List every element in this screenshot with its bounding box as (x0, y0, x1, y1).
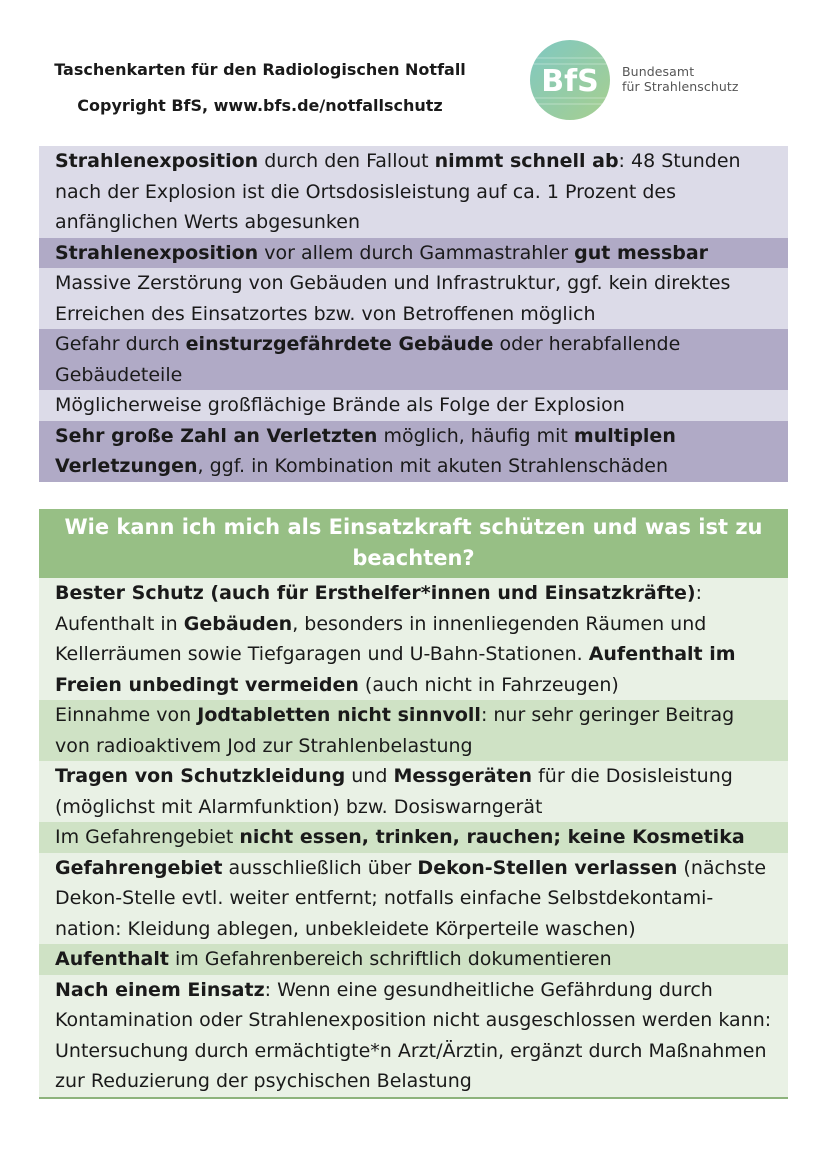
text: , ggf. in Kombination mit akuten Strahlenschäden (197, 455, 669, 477)
text: Einnahme von (55, 704, 198, 726)
text: und (345, 765, 394, 787)
bold-text: Sehr große Zahl an Verletzten (55, 424, 378, 447)
hazard-row (39, 238, 788, 269)
hazard-row (39, 329, 788, 390)
text: (nächste Dekon-Stelle evtl. weiter entfernt; notfalls einfache Selbstdekontami-nation: Kleidung ablegen, unbekleidete Körperteile waschen) (55, 856, 767, 940)
protection-row (39, 944, 788, 975)
logo-abbr: BfS (541, 64, 599, 99)
bold-text: Tragen von Schutzkleidung (55, 765, 346, 787)
bold-text: nicht essen, trinken, rauchen; keine Kosmetika (239, 826, 745, 848)
logo-name-line1: Bundesamt (622, 64, 695, 79)
bold-text: Nach einem Einsatz (55, 978, 265, 1001)
header-title: Taschenkarten für den Radiologischen Notfall (54, 60, 466, 79)
bold-text: Bester Schutz (auch für Ersthelfer*innen und Einsatzkräfte) (55, 582, 696, 604)
text: : nur sehr geringer Beitrag von radioaktivem Jod zur Strahlenbelastung (55, 704, 735, 757)
bold-text: nimmt schnell ab (434, 150, 619, 172)
bold-text: multiplen Verletzungen (55, 424, 676, 477)
bold-text: Jodtabletten nicht sinnvoll (197, 704, 481, 726)
page-header (30, 52, 490, 124)
hazards-table (39, 146, 788, 482)
logo-name-line2: für Strahlenschutz (622, 79, 739, 94)
text: Massive Zerstörung von Gebäuden und Infrastruktur, ggf. kein direktes Erreichen des Einsatzortes bzw. von Betroffenen möglich (55, 272, 731, 325)
text: (auch nicht in Fahrzeugen) (358, 673, 619, 696)
text: Möglicherweise großflächige Brände als Folge der Explosion (55, 394, 625, 416)
text: , besonders in innenliegenden Räumen und Kellerräumen sowie Tiefgaragen und U-Bahn-Stationen. (55, 612, 707, 665)
protection-row (39, 822, 788, 853)
bold-text: einsturzgefährdete Gebäude (185, 333, 494, 355)
protection-heading: Wie kann ich mich als Einsatzkraft schützen und was ist zu beachten? (39, 509, 788, 578)
bold-text: Aufenthalt (55, 948, 169, 970)
bold-text: Gefahrengebiet (55, 856, 223, 879)
bold-text: Strahlenexposition (55, 241, 259, 264)
text: ausschließlich über (222, 856, 418, 879)
bfs-logo (528, 38, 798, 122)
hazard-row (39, 421, 788, 482)
bold-text: Strahlenexposition (55, 150, 259, 172)
text: für die Dosisleistung (möglichst mit Alarmfunktion) bzw. Dosiswarngerät (55, 765, 733, 818)
protection-row (39, 975, 788, 1097)
bold-text: Dekon-Stellen verlassen (417, 856, 678, 879)
text: Gefahr durch (55, 333, 186, 355)
header-copyright: Copyright BfS, www.bfs.de/notfallschutz (77, 96, 443, 115)
text: : Aufenthalt in (55, 582, 703, 635)
hazard-row (39, 390, 788, 421)
text: vor allem durch Gammastrahler (258, 241, 575, 264)
protection-row (39, 853, 788, 945)
protection-row (39, 761, 788, 822)
text: durch den Fallout (258, 150, 435, 172)
protection-row (39, 578, 788, 700)
text: oder herabfallende Gebäudeteile (55, 333, 681, 386)
bfs-logo-icon (528, 38, 612, 122)
text: möglich, häufig mit (377, 424, 574, 447)
protection-row (39, 700, 788, 761)
bold-text: Aufenthalt im Freien unbedingt vermeiden (55, 643, 736, 696)
hazard-row (39, 146, 788, 238)
text: : 48 Stunden nach der Explosion ist die Ortsdosisleistung auf ca. 1 Prozent des anfänglichen Werts abgesunken (55, 150, 741, 233)
text: : Wenn eine gesundheitliche Gefährdung durch Kontamination oder Strahlenexposition nicht ausgeschlossen werden kann: Untersuchung durch ermächtigte*n Arzt/Ärztin, ergänzt durch Maßnahmen zur Reduzierung der psychischen Belastung (55, 978, 772, 1092)
bold-text: gut messbar (574, 241, 709, 264)
bold-text: Messgeräten (393, 765, 533, 787)
hazard-row (39, 268, 788, 329)
text: Im Gefahrengebiet (55, 826, 240, 848)
bold-text: Gebäuden (183, 612, 293, 635)
logo-name (622, 64, 739, 94)
protection-table (39, 509, 788, 1099)
text: im Gefahrenbereich schriftlich dokumentieren (168, 948, 612, 970)
